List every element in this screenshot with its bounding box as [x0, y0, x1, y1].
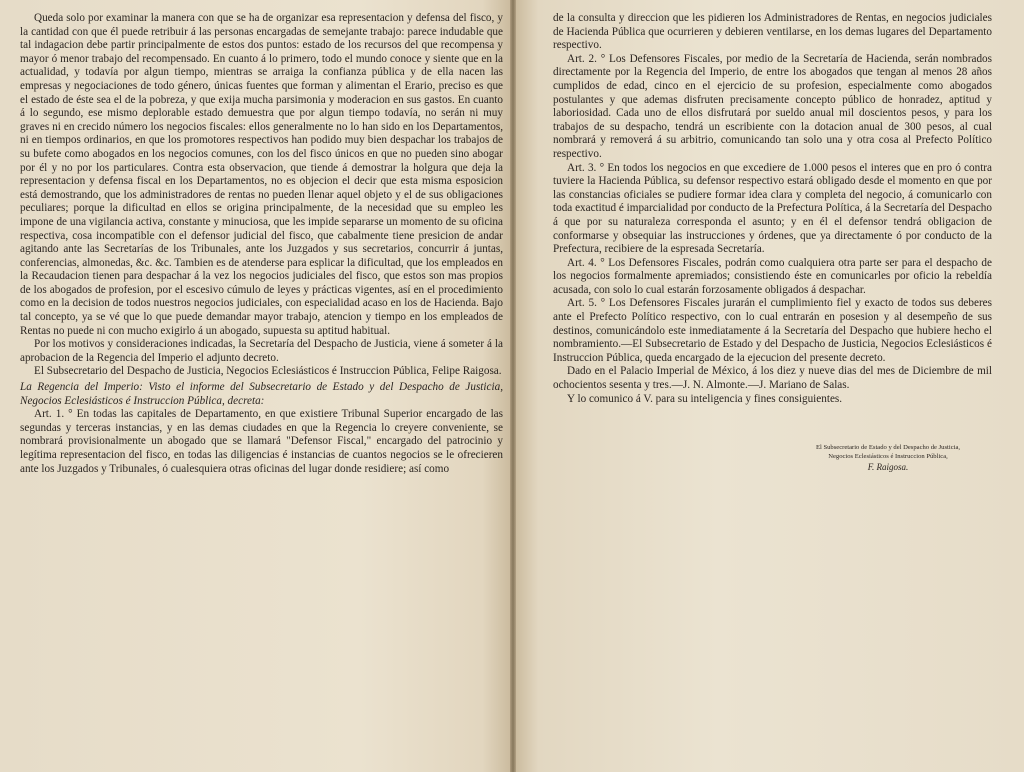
paragraph-dated: Dado en el Palacio Imperial de México, á los diez y nueve dias del mes de Diciembre de mil ochocientos sesenta y tres.—J. N. Almonte.—J. Mariano de Salas. — [553, 365, 992, 392]
signature-block — [783, 444, 993, 472]
paragraph-motives: Por los motivos y consideraciones indicadas, la Secretaría del Despacho de Justicia, viene á someter á la aprobacion de la Regencia del Imperio el adjunto decreto. — [20, 338, 503, 364]
signature-name: F. Raigosa. — [867, 462, 909, 473]
paragraph-examination: Queda solo por examinar la manera con que se ha de organizar esa representacion y defensa del fisco, y la cantidad con que él puede retribuir á las personas encargadas de semejante trabajo: parece indudable que tal indagacion debe partir principalmente de estos dos puntos: estado de los recursos del que recompensa y mayor ó menor trabajo del recompensado. En cuanto á lo primero, todo el mundo conoce y siente que en la actualidad, y todavía por algun tiempo, mientras se arraiga la confianza pública y de ella nacen las empresas y negociaciones de todo género, únicas fuentes que forman y alimentan el Erario, preciso es que el estado de éste sea el de la pobreza, y que exija mucha parsimonia y moderacion en sus gastos. En cuanto á lo segundo, ese mismo deplorable estado demuestra que por algun tiempo todavía, no serán ni muy graves ni en crecido número los negocios fiscales: ellos generalmente no lo han sido en los Departamentos, ni en tiempos ordinarios, en que los promotores respectivos han podido muy bien despachar los trabajos de su bufete como abogados en los negocios comunes, con los del fisco únicos en que no pueden sino abogar por él y no por los particulares. Contra esta observacion, que tiende á demostrar la holgura que deja la representacion y defensa fiscal en los Departamentos, no es objecion el decir que esta misma esposicion está demostrando, que los administradores de rentas no pueden llenar aquel objeto y el de sus obligaciones peculiares; porque la dificultad en ellos se origina principalmente, de la necesidad que su empleo les impone de una vigilancia activa, constante y minuciosa, que les impide separarse un momento de su oficina respectiva, cosa incompatible con el defensor judicial del fisco, que cabalmente tiene presicion de andar agitando ante las Secretarías de los Tribunales, ante los Juzgados y sus secretarios, concurrir á juntas, conferencias, almonedas, &c. &c. Tambien es de atenderse para esplicar la dificultad, que los empleados en la Recaudacion tienen para despachar á la vez los negocios judiciales del fisco, que estos son mas propios de los abogados de profesion, por el escesivo cúmulo de leyes y prácticas vigentes, así en el procedimiento como en la decision de todos nuestros negocios judiciales, con especialidad acaso en los de Hacienda. Bajo tal concepto, ya se vé que lo que puede demandar mayor trabajo, atencion y tiempo en los empleados de Rentas no puede ni con mucho exigirlo á un abogado, supuesta su aptitud habitual. — [20, 12, 503, 337]
article-2: Art. 2. ° Los Defensores Fiscales, por medio de la Secretaría de Hacienda, serán nombrados directamente por la Regencia del Imperio, de entre los abogados que tengan al menos 28 años cumplidos de edad, cinco en el ejercicio de su profesion, especialmente como abogados postulantes y que ademas disfruten precisamente concepto público de honradez, aptitud y laboriosidad. Cada uno de ellos disfrutará por sueldo anual mil doscientos pesos, y para los trabajos de su despacho, tendrá un escribiente con la dotacion anual de 300 pesos, al cual nombrará y removerá á su arbitrio, comunicando tan solo una y otra cosa al Prefecto Político respectivo. — [553, 52, 992, 160]
signature-title-line-2: Negocios Eclesiásticos é Instruccion Pública, — [828, 452, 948, 460]
right-page — [513, 0, 1024, 772]
paragraph-closing: Y lo comunico á V. para su inteligencia y fines consiguientes. — [567, 392, 843, 405]
signature-title-line-1: El Subsecretario de Estado y del Despacho de Justicia, — [815, 444, 961, 452]
paragraph-subsecretary: El Subsecretario del Despacho de Justicia, Negocios Eclesiásticos é Instruccion Pública, Felipe Raigosa. — [34, 365, 502, 378]
article-3: Art. 3. ° En todos los negocios en que excediere de 1.000 pesos el interes que en pro ó contra tuviere la Hacienda Pública, su defensor respectivo estará obligado desde el momento en que por las constancias oficiales se pudiere formar idea clara y completa del negocio, á comunicarlo con toda exactitud é imparcialidad por conducto de la Prefectura Política, á la Secretaría del Despacho á que por su naturaleza corresponda el asunto; y en él el defensor tendrá obligacion de conformarse y obsequiar las instrucciones y órdenes, que ya directamente ó por conducto de la Prefectura, recibiere de la espresada Secretaría. — [553, 161, 992, 256]
book-gutter — [510, 0, 516, 772]
article-5: Art. 5. ° Los Defensores Fiscales jurarán el cumplimiento fiel y exacto de todos sus deberes ante el Prefecto Político respectivo, con lo cual entrarán en posesion y al desempeño de sus destinos, comunicándolo este inmediatamente á la Secretaría del Despacho que hubiere hecho el nombramiento.—El Subsecretario de Estado y del Despacho de Justicia, Negocios Eclesiásticos é Instruccion Pública, queda encargado de la ejecucion del presente decreto. — [553, 297, 992, 364]
decree-preamble: La Regencia del Imperio: Visto el informe del Subsecretario de Estado y del Despacho de Justicia, Negocios Eclesiásticos é Instruccion Pública, decreta: — [20, 381, 503, 407]
article-4: Art. 4. ° Los Defensores Fiscales, podrán como cualquiera otra parte ser para el despacho de los negocios formalmente apremiados; consistiendo éste en comunicarles por oficio la rebeldía acusada, con solo lo cual estarán forzosamente obligados á despachar. — [553, 256, 992, 296]
paragraph-continuation: de la consulta y direccion que les pidieren los Administradores de Rentas, en negocios judiciales de Hacienda Pública que ocurrieren y debieren ventilarse, en los demas lugares del Departamento respectivo. — [553, 12, 992, 52]
article-1: Art. 1. ° En todas las capitales de Departamento, en que existiere Tribunal Superior encargado de las segundas y terceras instancias, y en las demas ciudades en que la Regencia lo creyere conveniente, se nombrará provisionalmente un abogado que se llamará "Defensor Fiscal," encargado del patrocinio y legítima representacion del fisco, en todas las diligencias é instancias de cuantos negocios se le ofrecieren ante los Juzgados y Tribunales, ó cualesquiera otras oficinas del lugar donde residiere; así como — [20, 408, 503, 475]
right-page-text — [553, 12, 992, 406]
left-page-text — [20, 12, 503, 476]
